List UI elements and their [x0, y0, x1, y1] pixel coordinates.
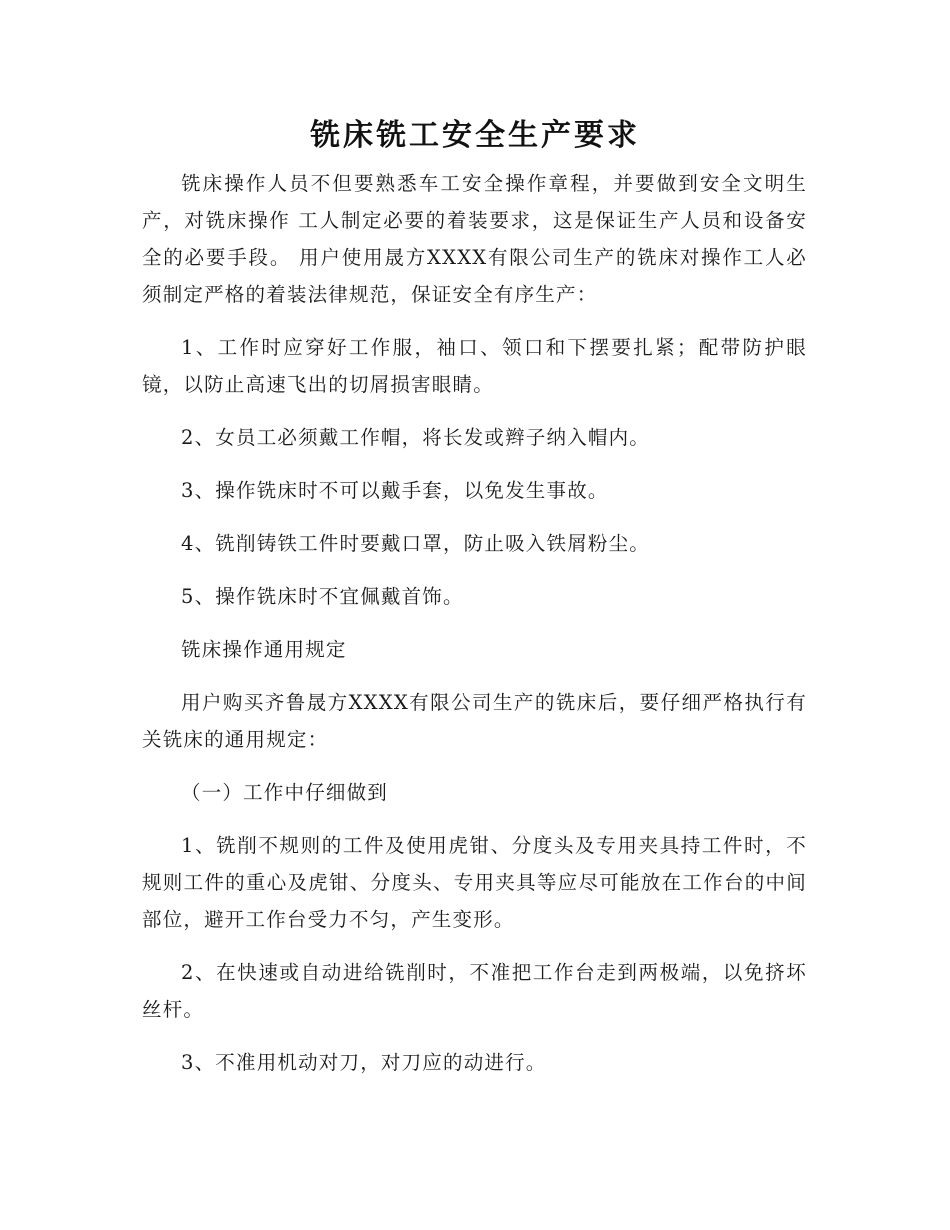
rule-item-1: 1、工作时应穿好工作服，袖口、领口和下摆要扎紧；配带防护眼镜，以防止高速飞出的切屑损害眼睛。 [142, 336, 807, 396]
section-intro-paragraph: 用户购买齐鲁晟方XXXX有限公司生产的铣床后，要仔细严格执行有关铣床的通用规定： [142, 691, 807, 751]
document-body [142, 165, 807, 1081]
intro-paragraph: 铣床操作人员不但要熟悉车工安全操作章程，并要做到安全文明生产，对铣床操作 工人制定必要的着装要求，这是保证生产人员和设备安全的必要手段。 用户使用晟方XXXX有限公司生产的铣床对操作工人必须制定严格的着装法律规范，保证安全有序生产： [142, 172, 807, 306]
rule-item-2: 2、女员工必须戴工作帽，将长发或辫子纳入帽内。 [181, 426, 651, 449]
rule-item-5: 5、操作铣床时不宜佩戴首饰。 [181, 585, 464, 608]
subsection-heading: （一）工作中仔细做到 [181, 781, 389, 804]
document-title: 铣床铣工安全生产要求 [310, 118, 640, 153]
section-heading: 铣床操作通用规定 [181, 638, 347, 661]
rule-item-3: 3、操作铣床时不可以戴手套，以免发生事故。 [181, 479, 609, 502]
general-rule-item-3: 3、不准用机动对刀，对刀应的动进行。 [181, 1051, 547, 1074]
general-rule-item-1: 1、铣削不规则的工件及使用虎钳、分度头及专用夹具持工件时，不规则工件的重心及虎钳、分度头、专用夹具等应尽可能放在工作台的中间部位，避开工作台受力不匀，产生变形。 [142, 834, 807, 931]
rule-item-4: 4、铣削铸铁工件时要戴口罩，防止吸入铁屑粉尘。 [181, 532, 651, 555]
general-rule-item-2: 2、在快速或自动进给铣削时，不准把工作台走到两极端，以免挤坏丝杆。 [142, 961, 807, 1021]
